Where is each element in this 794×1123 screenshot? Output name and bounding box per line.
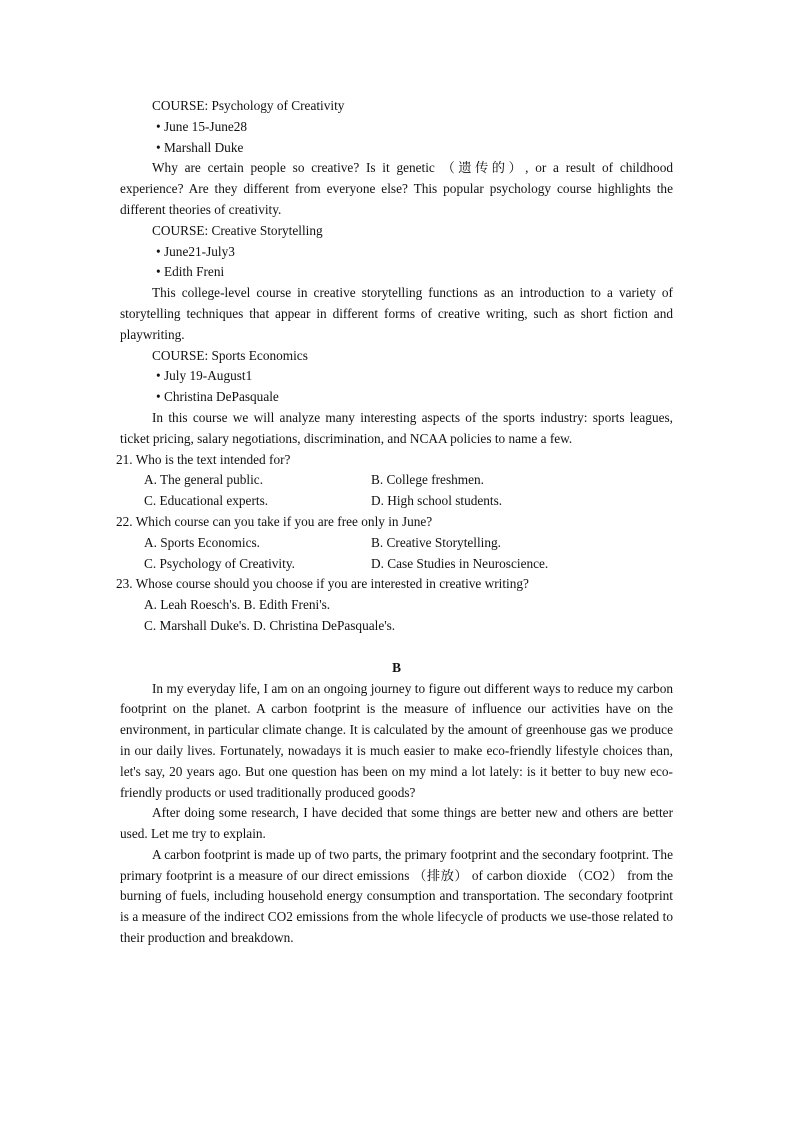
question-stem: 23. Whose course should you choose if you are interested in creative writing? (116, 576, 529, 592)
passage-paragraph: After doing some research, I have decided that some things are better new and others are better used. Let me try to explain. (120, 805, 673, 842)
section-title: B (392, 659, 401, 675)
question-block (116, 574, 673, 636)
course-description: This college-level course in creative storytelling functions as an introduction to a variety of storytelling techniques that appear in different forms of creative writing, such as short fiction and playwriting. (120, 285, 673, 342)
option-b: B. Creative Storytelling. (371, 534, 501, 550)
course-title: COURSE: Creative Storytelling (152, 222, 323, 238)
course-dates: • June 15-June28 (156, 118, 248, 134)
option-c: C. Educational experts. (144, 493, 269, 509)
course-block (120, 346, 673, 450)
passage-paragraph: In my everyday life, I am on an ongoing journey to figure out different ways to reduce my carbon footprint on the planet. A carbon footprint is the measure of influence our activities have on the environment, in particular climate change. It is calculated by the amount of greenhouse gas we produce in our daily lives. Fortunately, nowadays it is much easier to make eco-friendly lifestyle choices than, let's say, 20 years ago. But one question has been on my mind a lot lately: is it better to buy new eco-friendly products or used traditionally produced goods? (120, 680, 673, 800)
option-c: C. Psychology of Creativity. (144, 555, 295, 571)
course-dates: • June21-July3 (156, 243, 235, 259)
option-row (120, 491, 673, 512)
option-row (120, 470, 673, 491)
question-stem: 22. Which course can you take if you are free only in June? (116, 513, 433, 529)
course-instructor: • Edith Freni (156, 264, 225, 280)
question-block (116, 450, 673, 512)
question-stem: 21. Who is the text intended for? (116, 451, 291, 467)
course-instructor: • Marshall Duke (156, 139, 244, 155)
course-description: Why are certain people so creative? Is it genetic （遗传的）, or a result of childhood experience? Are they different from everyone else? This popular psychology course highlights the different theories of creativity. (120, 160, 673, 217)
course-dates: • July 19-August1 (156, 368, 253, 384)
course-block (120, 221, 673, 346)
course-title: COURSE: Psychology of Creativity (152, 98, 345, 113)
course-title: COURSE: Sports Economics (152, 347, 308, 363)
option-line: C. Marshall Duke's. D. Christina DePasquale's. (144, 617, 396, 633)
option-row (120, 533, 673, 554)
course-block (120, 96, 673, 221)
option-a: A. The general public. (144, 472, 264, 488)
passage-paragraph: A carbon footprint is made up of two parts, the primary footprint and the secondary footprint. The primary footprint is a measure of our direct emissions （排放） of carbon dioxide （CO2） from the burning of fuels, including household energy consumption and transportation. The secondary footprint is a measure of the indirect CO2 emissions from the whole lifecycle of products we use-those related to their production and breakdown. (120, 846, 673, 946)
question-block (116, 512, 673, 574)
option-a: A. Sports Economics. (144, 534, 260, 550)
option-row (120, 554, 673, 575)
course-description: In this course we will analyze many interesting aspects of the sports industry: sports leagues, ticket pricing, salary negotiations, discrimination, and NCAA policies to name a few. (120, 409, 673, 446)
document-page (116, 96, 673, 949)
course-instructor: • Christina DePasquale (156, 389, 279, 405)
option-d: D. Case Studies in Neuroscience. (371, 555, 549, 571)
option-d: D. High school students. (371, 493, 503, 509)
option-b: B. College freshmen. (371, 472, 484, 488)
option-line: A. Leah Roesch's. B. Edith Freni's. (144, 597, 331, 613)
